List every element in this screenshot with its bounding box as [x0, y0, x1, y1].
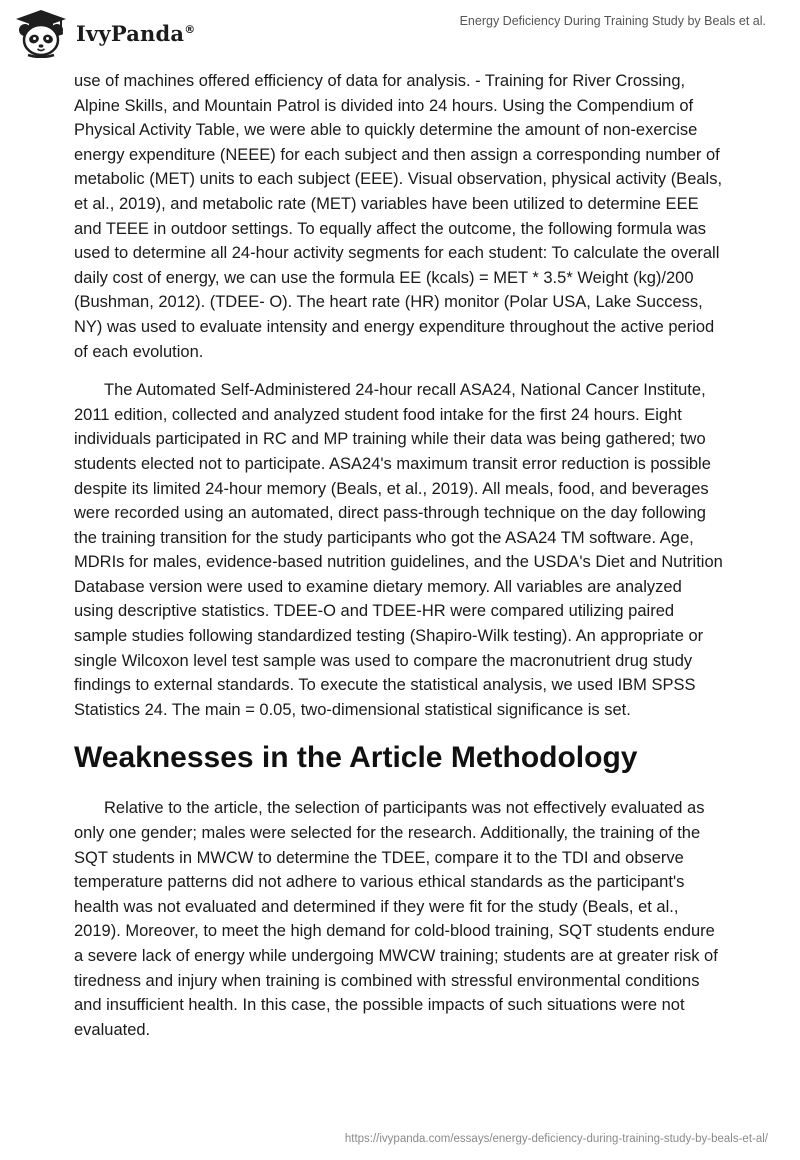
registered-mark: ® — [184, 22, 196, 36]
logo-wordmark — [76, 21, 195, 46]
paragraph-methods-continued: use of machines offered efficiency of data for analysis. - Training for River Crossing, Alpine Skills, and Mountain Patrol is divided into 24 hours. Using the Compendium of Physical Activity Table, we were able to quickly determine the amount of non-exercise energy expenditure (NEEE) for each subject and then assign a corresponding number of metabolic (MET) units to each subject (EEE). Visual observation, physical activity (Beals, et al., 2019), and metabolic rate (MET) variables have been utilized to determine EEE and TEEE in outdoor settings. To equally affect the outcome, the following formula was used to determine all 24-hour activity segments for each student: To calculate the overall daily cost of energy, we can use the formula EE (kcals) = MET * 3.5* Weight (kg)/200 (Bushman, 2012). (TDEE- O). The heart rate (HR) monitor (Polar USA, Lake Success, NY) was used to evaluate intensity and energy expenditure throughout the active period of each evolution. — [74, 72, 723, 361]
section-heading-weaknesses: Weaknesses in the Article Methodology — [74, 741, 638, 775]
ivypanda-logo[interactable] — [14, 8, 195, 58]
logo-text: IvyPanda — [76, 20, 185, 46]
paragraph-weaknesses: Relative to the article, the selection of participants was not effectively evaluated as only one gender; males were selected for the research. Additionally, the training of the SQT students in MWCW to determine the TDEE, compare it to the TDI and observe temperature patterns did not adhere to various ethical standards as the participant's health was not evaluated and determined if they were fit for the study (Beals, et al., 2019). Moreover, to meet the high demand for cold-blood training, SQT students endure a severe lack of energy while undergoing MWCW training; students are at greater risk of tiredness and injury when training is combined with stressful environmental conditions and insufficient health. In this case, the possible impacts of such situations were not evaluated. — [74, 799, 718, 1039]
paragraph-asa24-recall: The Automated Self-Administered 24-hour recall ASA24, National Cancer Institute, 2011 edition, collected and analyzed student food intake for the first 24 hours. Eight individuals participated in RC and MP training while their data was being gathered; two students elected not to participate. ASA24's maximum transit error reduction is possible despite its limited 24-hour memory (Beals, et al., 2019). All meals, food, and beverages were recorded using an automated, direct pass-through technique on the day following the training transition for the study participants who got the ASA24 TM software. Age, MDRIs for males, evidence-based nutrition guidelines, and the USDA's Diet and Nutrition Database version were used to examine dietary memory. All variables are analyzed using descriptive statistics. TDEE-O and TDEE-HR were compared utilizing paired sample studies following standardized testing (Shapiro-Wilk testing). An appropriate or single Wilcoxon level test sample was used to compare the macronutrient drug study findings to external standards. To execute the statistical analysis, we used IBM SPSS Statistics 24. The main = 0.05, two-dimensional statistical significance is set. — [74, 381, 723, 719]
source-url-link[interactable]: https://ivypanda.com/essays/energy-deficiency-during-training-study-by-beals-et-al/ — [344, 1133, 768, 1145]
panda-graduate-icon — [14, 8, 68, 58]
page-header — [0, 0, 800, 70]
article-body — [74, 69, 724, 1042]
document-title: Energy Deficiency During Training Study by Beals et al. — [459, 14, 766, 28]
